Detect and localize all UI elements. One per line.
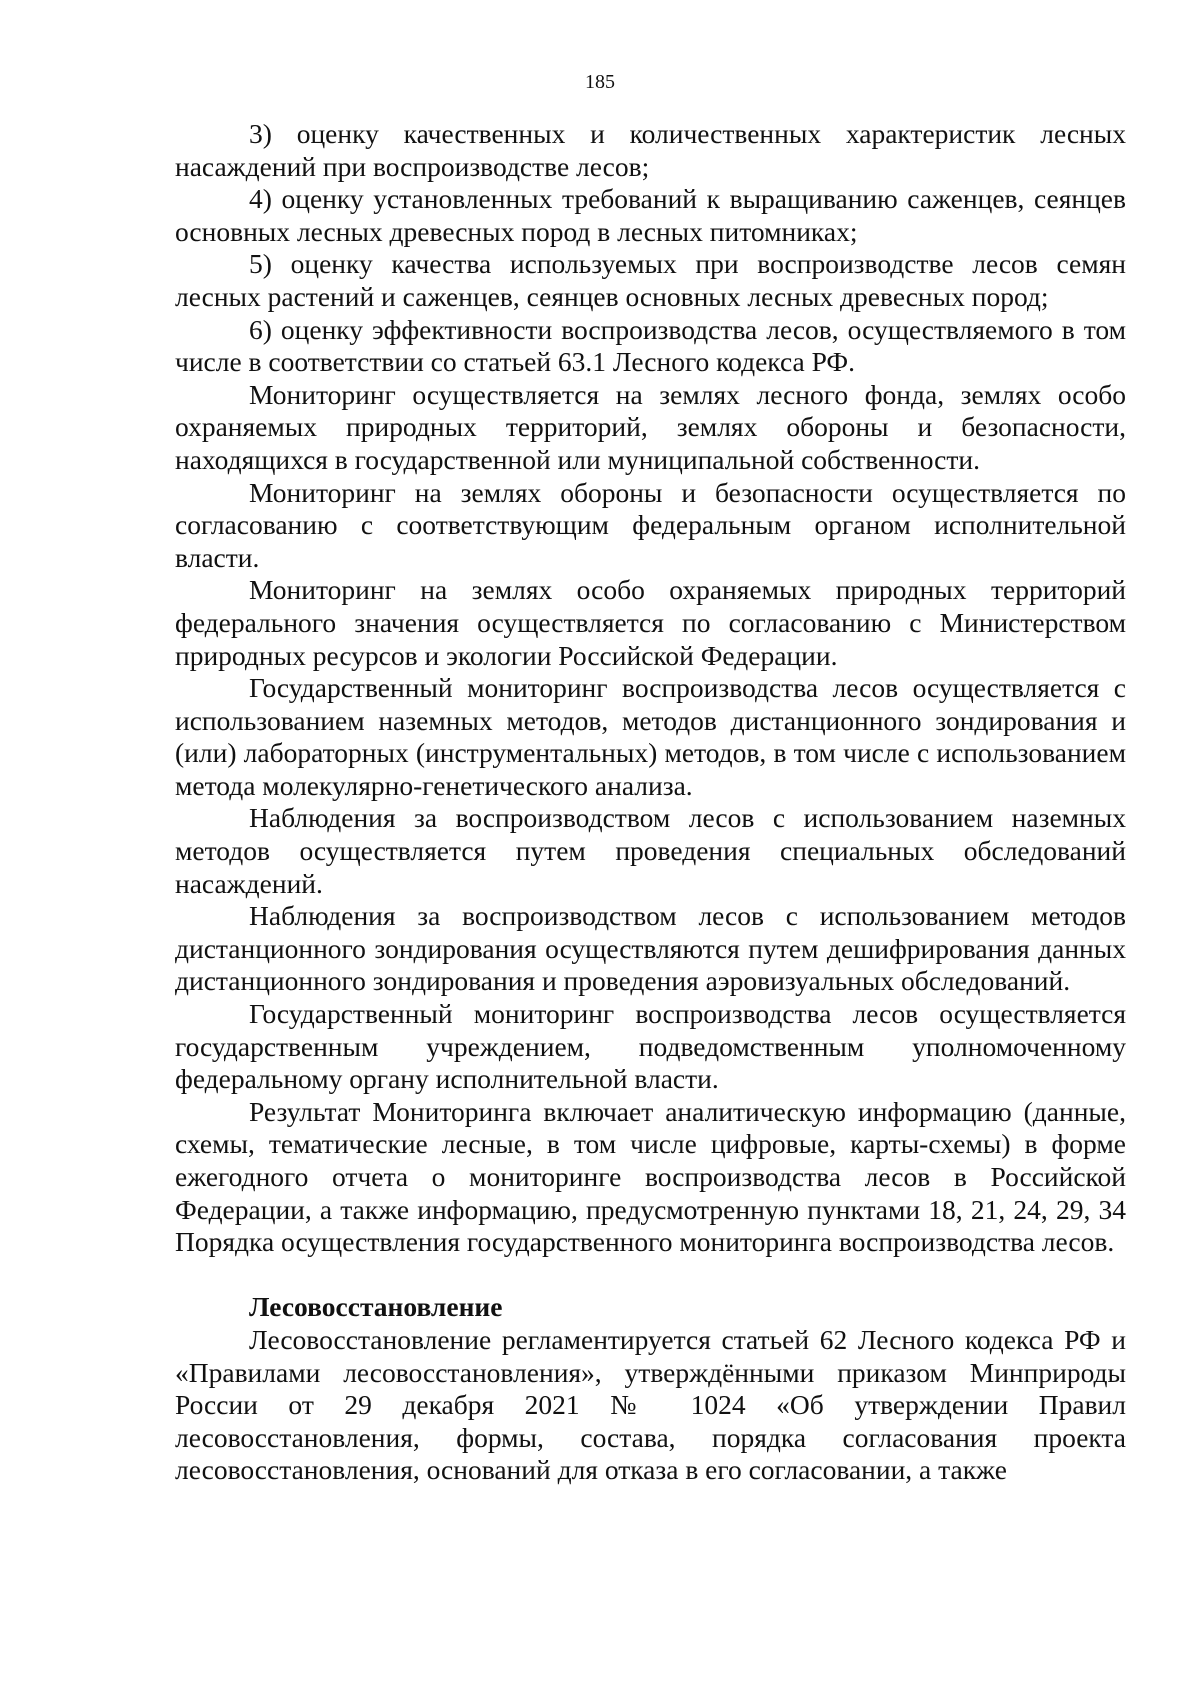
paragraph-monitoring-agency: Государственный мониторинг воспроизводства лесов осуществляется государственным учреждением, подведомственным уполномоченному федеральному органу исполнительной власти. [175, 998, 1126, 1095]
section-heading: Лесовосстановление [249, 1291, 503, 1323]
paragraph-monitoring-lands: Мониторинг осуществляется на землях лесного фонда, землях особо охраняемых природных территорий, землях обороны и безопасности, находящихся в государственной или муниципальной собственности. [175, 378, 1126, 475]
paragraph-remote-sensing: Наблюдения за воспроизводством лесов с использованием методов дистанционного зондирования осуществляются путем дешифрирования данных дистанционного зондирования и проведения аэровизуальных обследований. [175, 900, 1126, 997]
paragraph-monitoring-defense: Мониторинг на землях обороны и безопасности осуществляется по согласованию с соответствующим федеральным органом исполнительной власти. [175, 476, 1126, 573]
paragraph-item-4: 4) оценку установленных требований к выращиванию саженцев, сеянцев основных лесных древесных пород в лесных питомниках; [175, 183, 1126, 247]
paragraph-monitoring-protected: Мониторинг на землях особо охраняемых природных территорий федерального значения осуществляется по согласованию с Министерством природных ресурсов и экологии Российской Федерации. [175, 574, 1126, 671]
paragraph-item-3: 3) оценку качественных и количественных характеристик лесных насаждений при воспроизводстве лесов; [175, 118, 1126, 182]
paragraph-reforestation: Лесовосстановление регламентируется статьей 62 Лесного кодекса РФ и «Правилами лесовосстановления», утверждёнными приказом Минприроды России от 29 декабря 2021 № 1024 «Об утверждении Правил лесовосстановления, формы, состава, порядка согласования проекта лесовосстановления, оснований для отказа в его согласовании, а также [175, 1323, 1126, 1486]
document-body [175, 118, 1126, 1487]
paragraph-item-6: 6) оценку эффективности воспроизводства лесов, осуществляемого в том числе в соответствии со статьей 63.1 Лесного кодекса РФ. [175, 313, 1126, 378]
paragraph-item-5: 5) оценку качества используемых при воспроизводстве лесов семян лесных растений и саженцев, сеянцев основных лесных древесных пород; [175, 248, 1126, 312]
page-number: 185 [585, 71, 615, 93]
paragraph-ground-observations: Наблюдения за воспроизводством лесов с использованием наземных методов осуществляется путем проведения специальных обследований насаждений. [175, 802, 1126, 899]
paragraph-monitoring-result: Результат Мониторинга включает аналитическую информацию (данные, схемы, тематические лесные, в том числе цифровые, карты-схемы) в форме ежегодного отчета о мониторинге воспроизводства лесов в Российской Федерации, а также информацию, предусмотренную пунктами 18, 21, 24, 29, 34 Порядка осуществления государственного мониторинга воспроизводства лесов. [175, 1095, 1126, 1258]
paragraph-monitoring-methods: Государственный мониторинг воспроизводства лесов осуществляется с использованием наземных методов, методов дистанционного зондирования и (или) лабораторных (инструментальных) методов, в том числе с использованием метода молекулярно-генетического анализа. [175, 672, 1126, 801]
